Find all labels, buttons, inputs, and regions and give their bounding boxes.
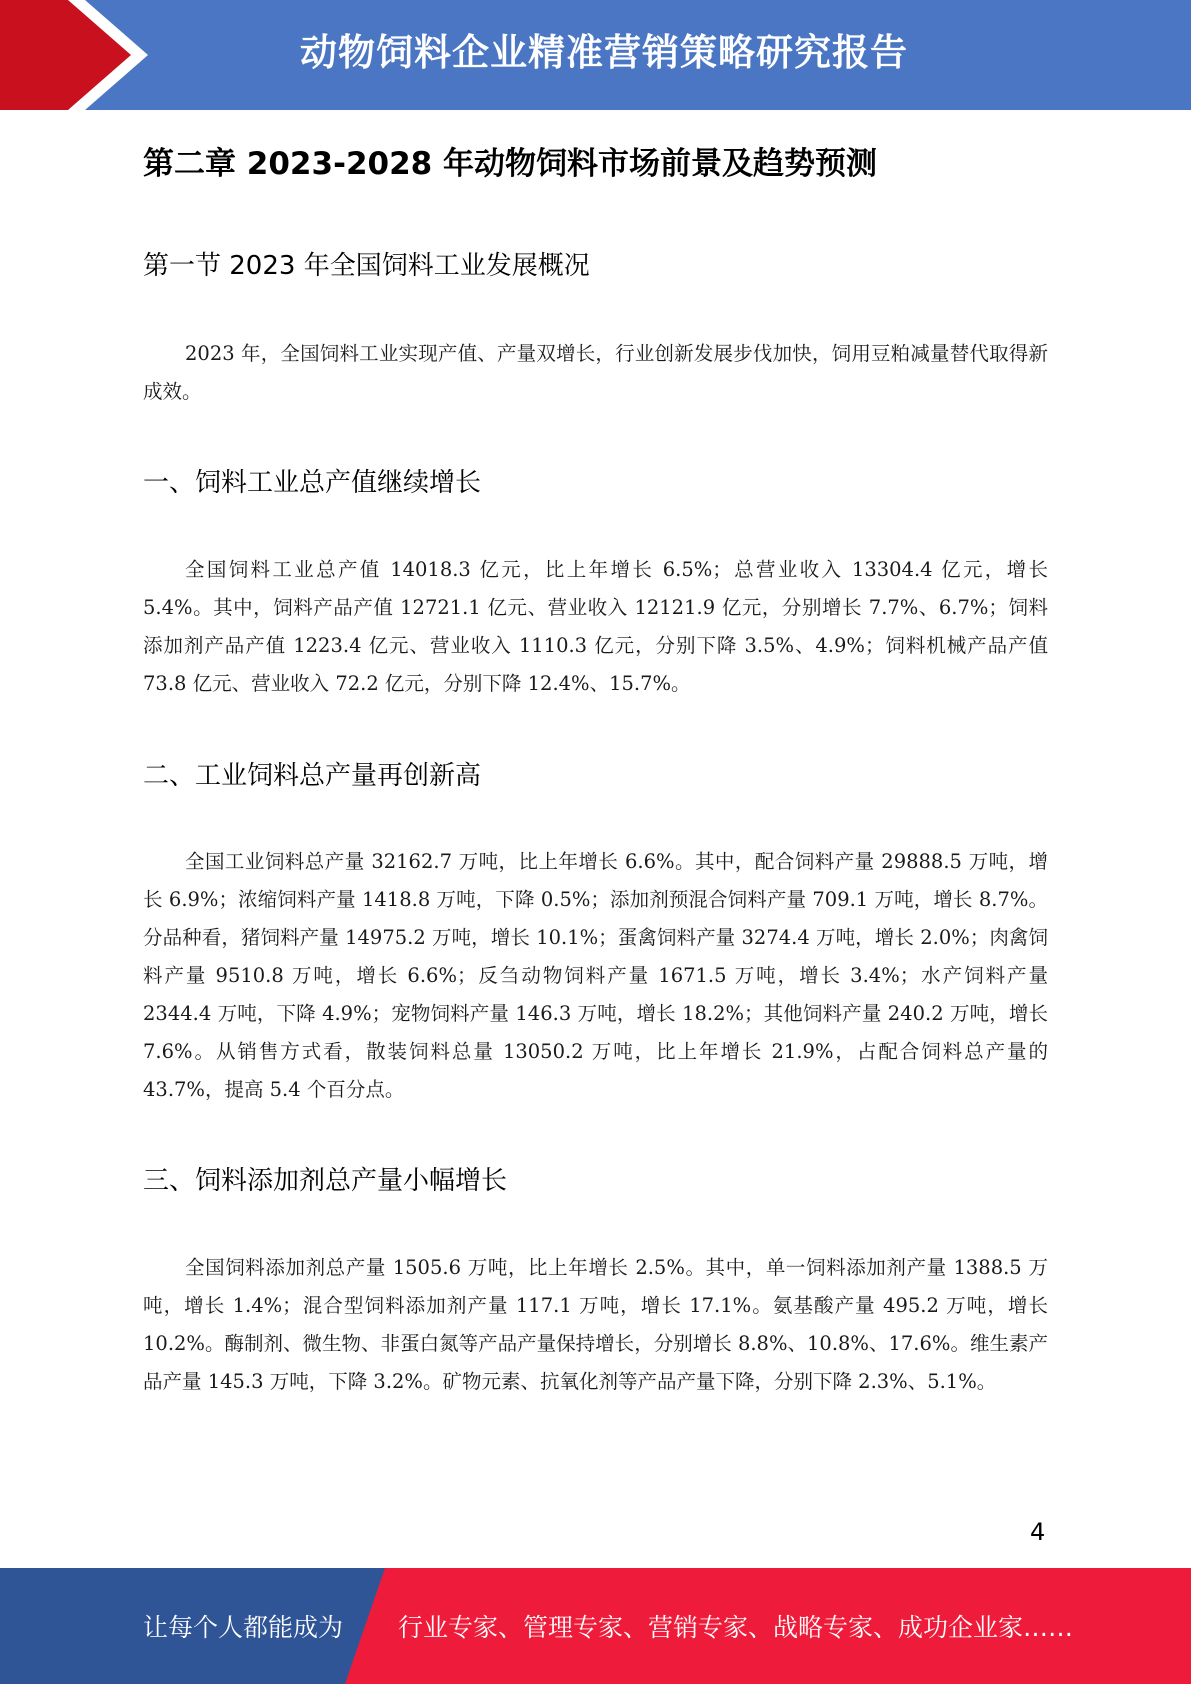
section-intro: 2023 年，全国饲料工业实现产值、产量双增长，行业创新发展步伐加快，饲用豆粕减量替代取得新成效。 (143, 342, 1048, 403)
subsection-title-1: 一、饲料工业总产值继续增长 (143, 468, 482, 498)
subsection-body-2: 全国工业饲料总产量 32162.7 万吨，比上年增长 6.6%。其中，配合饲料产量 29888.5 万吨，增长 6.9%；浓缩饲料产量 1418.8 万吨，下降 0.5%；添加剂预混合饲料产量 709.1 万吨，增长 8.7%。分品种看，猪饲料产量 14975.2 万吨，增长 10.1%；蛋禽饲料产量 3274.4 万吨，增长 2.0%；肉禽饲料产量 9510.8 万吨，增长 6.6%；反刍动物饲料产量 1671.5 万吨，增长 3.4%；水产饲料产量 2344.4 万吨，下降 4.9%；宠物饲料产量 146.3 万吨，增长 18.2%；其他饲料产量 240.2 万吨，增长 7.6%。从销售方式看，散装饲料总量 13050.2 万吨，比上年增长 21.9%，占配合饲料总产量的 43.7%，提高 5.4 个百分点。 (143, 850, 1048, 1101)
page-number: 4 (1030, 1518, 1046, 1546)
report-title: 动物饲料企业精准营销策略研究报告 (300, 31, 908, 74)
footer-slogan-left: 让每个人都能成为 (143, 1613, 344, 1642)
footer-slogan-right: 行业专家、管理专家、营销专家、战略专家、成功企业家…… (398, 1613, 1074, 1642)
page-header (0, 0, 1191, 110)
subsection-title-3: 三、饲料添加剂总产量小幅增长 (143, 1166, 508, 1196)
section-title: 第一节 2023 年全国饲料工业发展概况 (143, 251, 590, 281)
subsection-body-1: 全国饲料工业总产值 14018.3 亿元，比上年增长 6.5%；总营业收入 13304.4 亿元，增长 5.4%。其中，饲料产品产值 12721.1 亿元、营业收入 12121.9 亿元，分别增长 7.7%、6.7%；饲料添加剂产品产值 1223.4 亿元、营业收入 1110.3 亿元，分别下降 3.5%、4.9%；饲料机械产品产值 73.8 亿元、营业收入 72.2 亿元，分别下降 12.4%、15.7%。 (143, 558, 1048, 695)
page-footer (0, 1568, 1191, 1684)
chapter-title: 第二章 2023-2028 年动物饲料市场前景及趋势预测 (143, 146, 878, 182)
subsection-body-3: 全国饲料添加剂总产量 1505.6 万吨，比上年增长 2.5%。其中，单一饲料添加剂产量 1388.5 万吨，增长 1.4%；混合型饲料添加剂产量 117.1 万吨，增长 17.1%。氨基酸产量 495.2 万吨，增长 10.2%。酶制剂、微生物、非蛋白氮等产品产量保持增长，分别增长 8.8%、10.8%、17.6%。维生素产品产量 145.3 万吨，下降 3.2%。矿物元素、抗氧化剂等产品产量下降，分别下降 2.3%、5.1%。 (143, 1256, 1048, 1393)
subsection-title-2: 二、工业饲料总产量再创新高 (143, 761, 482, 791)
